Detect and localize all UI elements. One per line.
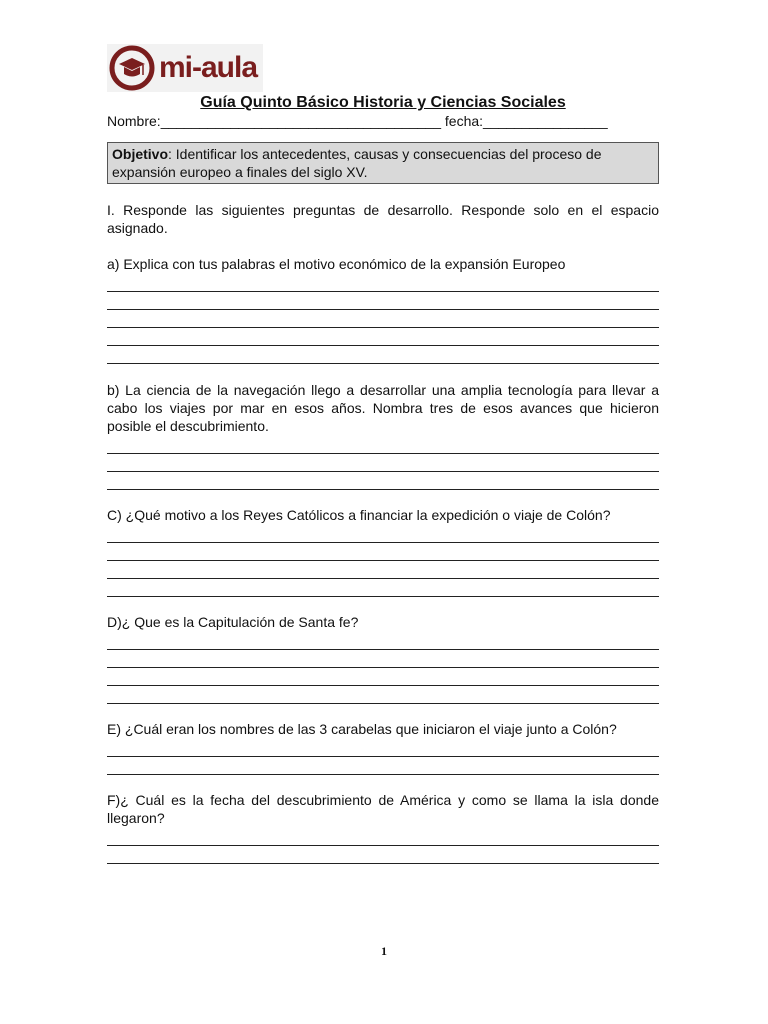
name-label: Nombre: <box>107 113 161 129</box>
objective-box <box>107 142 659 184</box>
question-text: E) ¿Cuál eran los nombres de las 3 carabelas que iniciaron el viaje junto a Colón? <box>107 721 617 737</box>
answer-line[interactable] <box>107 328 659 346</box>
question-text: F)¿ Cuál es la fecha del descubrimiento de América y como se llama la isla donde llegaron? <box>107 792 659 826</box>
date-field[interactable]: ________________ <box>483 113 608 129</box>
question-block <box>107 791 659 864</box>
question-block <box>107 381 659 490</box>
answer-line[interactable] <box>107 686 659 704</box>
answer-line[interactable] <box>107 650 659 668</box>
question-block <box>107 613 659 704</box>
answer-lines <box>107 632 659 704</box>
answer-line[interactable] <box>107 274 659 292</box>
answer-lines <box>107 828 659 864</box>
page-number: 1 <box>381 944 387 958</box>
answer-line[interactable] <box>107 757 659 775</box>
name-field[interactable]: ____________________________________ <box>160 113 441 129</box>
objective-text: : Identificar los antecedentes, causas y consecuencias del proceso de expansión europeo a finales del siglo XV. <box>112 146 602 180</box>
name-date-row <box>107 112 659 130</box>
answer-lines <box>107 436 659 490</box>
page-title: Guía Quinto Básico Historia y Ciencias Sociales <box>200 94 566 111</box>
question-text: C) ¿Qué motivo a los Reyes Católicos a financiar la expedición o viaje de Colón? <box>107 507 611 523</box>
answer-line[interactable] <box>107 346 659 364</box>
questions-list <box>107 255 659 864</box>
answer-lines <box>107 739 659 775</box>
logo <box>107 44 263 92</box>
worksheet-page <box>107 44 659 864</box>
answer-line[interactable] <box>107 579 659 597</box>
instruction-text: I. Responde las siguientes preguntas de desarrollo. Responde solo en el espacio asignado. <box>107 202 659 236</box>
answer-lines <box>107 274 659 364</box>
answer-line[interactable] <box>107 543 659 561</box>
answer-line[interactable] <box>107 292 659 310</box>
answer-line[interactable] <box>107 632 659 650</box>
answer-line[interactable] <box>107 310 659 328</box>
graduation-cap-logo-icon <box>109 45 155 91</box>
date-label: fecha: <box>444 113 484 129</box>
answer-line[interactable] <box>107 454 659 472</box>
answer-line[interactable] <box>107 846 659 864</box>
answer-line[interactable] <box>107 525 659 543</box>
answer-line[interactable] <box>107 472 659 490</box>
answer-line[interactable] <box>107 828 659 846</box>
question-block <box>107 506 659 597</box>
answer-line[interactable] <box>107 436 659 454</box>
question-block <box>107 720 659 775</box>
answer-lines <box>107 525 659 597</box>
question-text: D)¿ Que es la Capitulación de Santa fe? <box>107 614 359 630</box>
objective-label: Objetivo <box>112 146 169 162</box>
answer-line[interactable] <box>107 739 659 757</box>
logo-text: mi-aula <box>159 51 258 84</box>
question-text: a) Explica con tus palabras el motivo económico de la expansión Europeo <box>107 256 566 272</box>
answer-line[interactable] <box>107 668 659 686</box>
question-text: b) La ciencia de la navegación llego a desarrollar una amplia tecnología para llevar a cabo los viajes por mar en esos años. Nombra tres de esos avances que hicieron posible el descubrimiento. <box>107 382 659 434</box>
question-block <box>107 255 659 364</box>
answer-line[interactable] <box>107 561 659 579</box>
